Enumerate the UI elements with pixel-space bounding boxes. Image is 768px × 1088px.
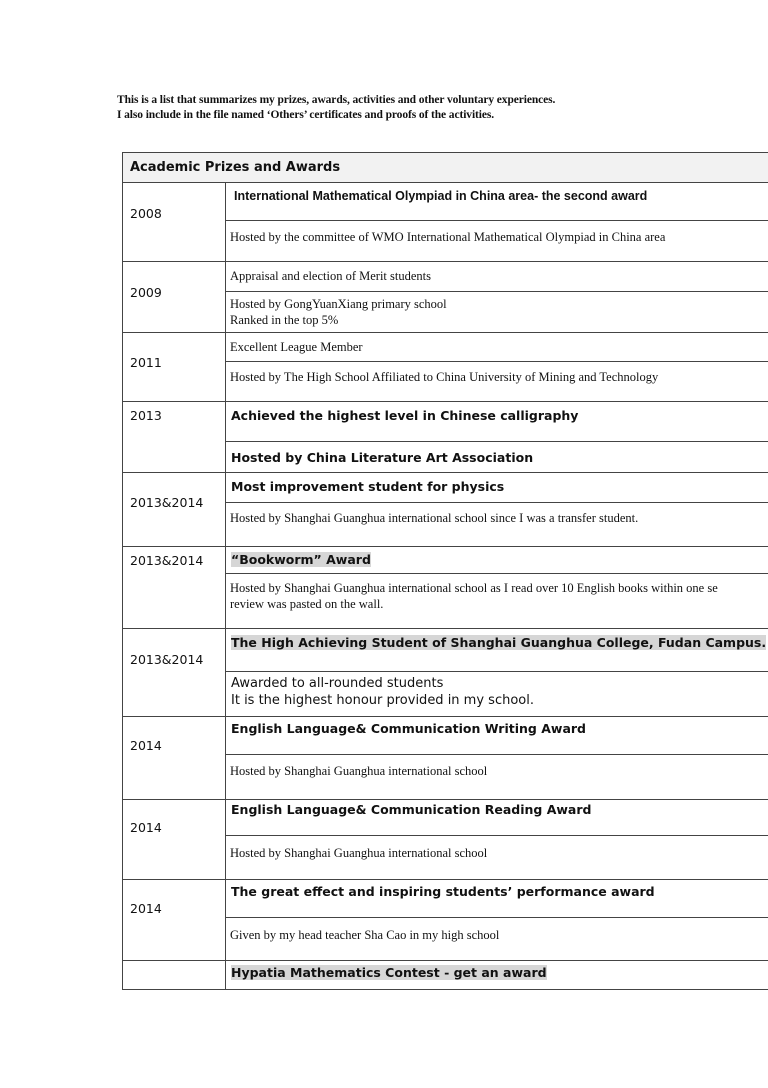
table-header: Academic Prizes and Awards [130, 160, 341, 175]
row-physics-year: 2013&2014 [130, 495, 204, 510]
intro-line-1: This is a list that summarizes my prizes, awards, activities and other voluntary experiences. [117, 94, 556, 106]
row-2013-year: 2013 [130, 408, 162, 423]
intro-line-2: I also include in the file named ‘Others’ certificates and proofs of the activities. [117, 109, 495, 121]
row-writing-title: English Language& Communication Writing Award [231, 721, 586, 736]
row-physics-title: Most improvement student for physics [231, 479, 505, 494]
row-2009-title: Appraisal and election of Merit students [230, 269, 431, 283]
row-high-achieving-title: The High Achieving Student of Shanghai Guanghua College, Fudan Campus. [231, 635, 767, 650]
row-bookworm-title-wrap [231, 552, 371, 567]
row-high-achieving-title-wrap [231, 635, 766, 650]
row-hypatia-title: Hypatia Mathematics Contest - get an award [231, 965, 547, 980]
row-2011-detail: Hosted by The High School Affiliated to China University of Mining and Technology [230, 370, 659, 384]
row-high-achieving-year: 2013&2014 [130, 652, 204, 667]
row-2013-detail: Hosted by China Literature Art Association [231, 450, 534, 465]
row-bookworm-detail-2: review was pasted on the wall. [230, 597, 384, 611]
row-writing-year: 2014 [130, 738, 162, 753]
row-bookworm-detail-1: Hosted by Shanghai Guanghua international school as I read over 10 English books within one se [230, 581, 718, 595]
row-2009-year: 2009 [130, 285, 162, 300]
row-writing-detail: Hosted by Shanghai Guanghua international school [230, 764, 488, 778]
row-2008-year: 2008 [130, 206, 162, 221]
row-2011-title: Excellent League Member [230, 340, 363, 354]
row-hypatia-title-wrap [231, 965, 547, 980]
row-reading-title: English Language& Communication Reading Award [231, 802, 592, 817]
row-2009-detail-1: Hosted by GongYuanXiang primary school [230, 297, 447, 311]
row-high-achieving-detail-2: It is the highest honour provided in my school. [231, 693, 534, 708]
intro-text [117, 93, 555, 123]
row-2013-title: Achieved the highest level in Chinese calligraphy [231, 408, 579, 423]
awards-table [122, 152, 768, 990]
row-inspiring-title: The great effect and inspiring students’ performance award [231, 884, 655, 899]
row-inspiring-year: 2014 [130, 901, 162, 916]
row-bookworm-year: 2013&2014 [130, 553, 204, 568]
row-2011-year: 2011 [130, 355, 162, 370]
row-2009-detail-2: Ranked in the top 5% [230, 313, 339, 327]
row-high-achieving-detail-1: Awarded to all-rounded students [231, 676, 444, 691]
row-reading-detail: Hosted by Shanghai Guanghua international school [230, 846, 488, 860]
row-physics-detail: Hosted by Shanghai Guanghua international school since I was a transfer student. [230, 511, 639, 525]
row-reading-year: 2014 [130, 820, 162, 835]
row-inspiring-detail: Given by my head teacher Sha Cao in my high school [230, 928, 500, 942]
row-bookworm-title: “Bookworm” Award [231, 552, 371, 567]
row-2008-detail: Hosted by the committee of WMO International Mathematical Olympiad in China area [230, 230, 666, 244]
row-2008-title: International Mathematical Olympiad in China area- the second award [234, 189, 648, 203]
